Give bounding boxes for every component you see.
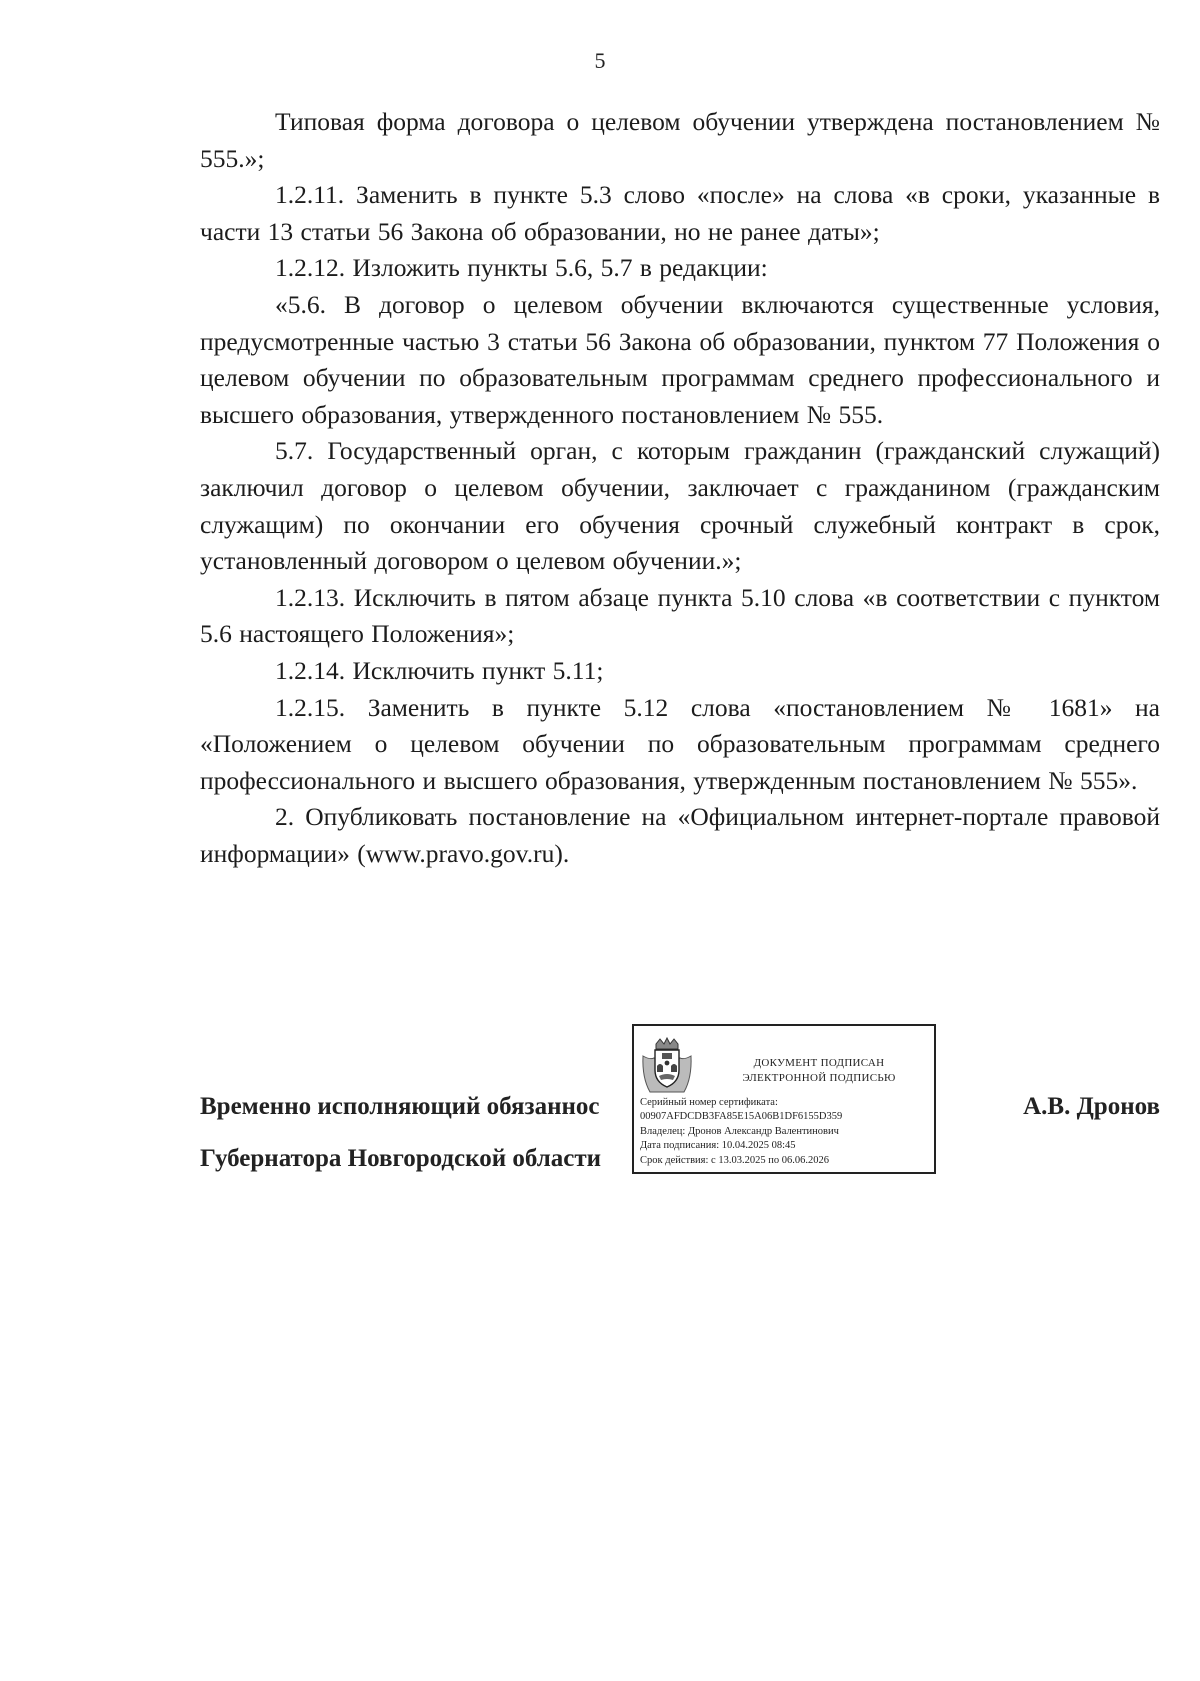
signer-title xyxy=(200,1068,640,1172)
paragraph: 1.2.15. Заменить в пункте 5.12 слова «постановлением № 1681» на «Положением о целевом обучении по образовательным программам среднего профессионального и высшего образования, утвержденным постановлением № 555». xyxy=(200,692,1160,795)
paragraph: 5.7. Государственный орган, с которым гражданин (гражданский служащий) заключил договор о целевом обучении, заключает с гражданином (гражданским служащим) по окончании его обучения срочный служебный контракт в срок, установленный договором о целевом обучении.»; xyxy=(200,436,1160,576)
paragraph: 1.2.14. Исключить пункт 5.11; xyxy=(275,655,604,685)
signer-name: А.В. Дронов xyxy=(1023,1093,1160,1120)
paragraph: «5.6. В договор о целевом обучении включаются существенные условия, предусмотренные частью 3 статьи 56 Закона об образовании, пунктом 77 Положения о целевом обучении по образовательным программам среднего профессионального и высшего образования, утвержденного постановлением № 555. xyxy=(200,289,1160,429)
stamp-title-line: ДОКУМЕНТ ПОДПИСАН xyxy=(753,1057,885,1069)
paragraph: Типовая форма договора о целевом обучении утверждена постановлением № 555.»; xyxy=(200,107,1160,173)
novgorod-coat-of-arms-icon xyxy=(640,1036,694,1094)
paragraph: 2. Опубликовать постановление на «Официальном интернет-портале правовой информации» (www.pravo.gov.ru). xyxy=(200,802,1160,868)
paragraph: 1.2.11. Заменить в пункте 5.3 слово «после» на слова «в сроки, указанные в части 13 статьи 56 Закона об образовании, но не ранее даты»; xyxy=(200,180,1160,246)
document-body xyxy=(200,104,1160,872)
page-number: 5 xyxy=(594,48,606,73)
stamp-details xyxy=(640,1096,932,1168)
paragraph: 1.2.13. Исключить в пятом абзаце пункта 5.10 слова «в соответствии с пунктом 5.6 настоящего Положения»; xyxy=(200,582,1160,649)
certificate-owner: Владелец: Дронов Александр Валентинович xyxy=(640,1125,839,1137)
stamp-title xyxy=(704,1056,934,1086)
paragraph: 1.2.12. Изложить пункты 5.6, 5.7 в редакции: xyxy=(275,253,768,283)
certificate-serial-value: 00907AFDCDB3FA85E15A06B1DF6155D359 xyxy=(640,1111,843,1123)
signer-title-line: Губернатора Новгородской области xyxy=(200,1145,602,1172)
certificate-serial-label: Серийный номер сертификата: xyxy=(640,1097,778,1108)
signer-title-line: Временно исполняющий обязаннос xyxy=(200,1093,600,1120)
electronic-signature-stamp xyxy=(632,1024,936,1174)
stamp-title-line: ЭЛЕКТРОННОЙ ПОДПИСЬЮ xyxy=(742,1072,896,1084)
signing-date: Дата подписания: 10.04.2025 08:45 xyxy=(640,1140,796,1152)
certificate-validity: Срок действия: с 13.03.2025 по 06.06.2026 xyxy=(640,1154,829,1166)
